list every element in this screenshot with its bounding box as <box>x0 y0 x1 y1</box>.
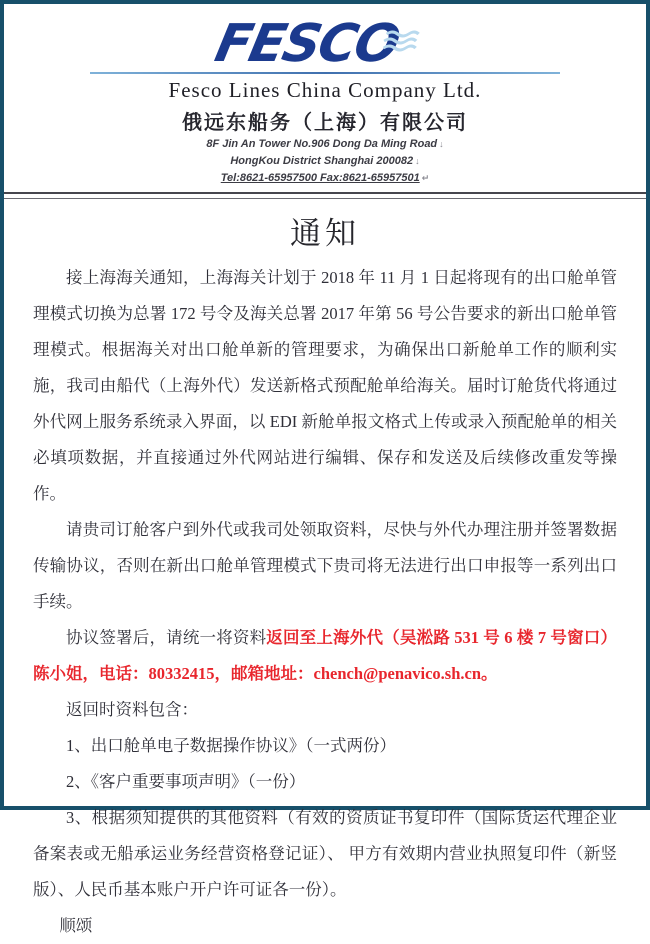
linebreak-mark: ↓ <box>415 156 420 166</box>
return-instructions-lead: 协议签署后，请统一将资料 <box>66 628 267 647</box>
notice-body <box>4 208 646 944</box>
list-item-2: 2、《客户重要事项声明》（一份） <box>66 772 306 791</box>
paragraph-return-instructions <box>33 620 617 692</box>
letterhead <box>4 4 646 186</box>
fesco-logo <box>4 13 646 74</box>
paragraph-return-docs-heading: 返回时资料包含： <box>66 700 198 719</box>
company-name-chinese: 俄远东船务（上海）有限公司 <box>182 112 468 134</box>
page-title: 通知 <box>290 216 360 251</box>
closing-text: 顺颂 <box>59 916 93 935</box>
list-item-3: 3、根据须知提供的其他资料（有效的资质证书复印件（国际货运代理企业备案表或无船承运业务经营资格登记证）、 甲方有效期内营业执照复印件（新竖版）、人民币基本账户开户许可证各一份）。 <box>33 808 617 899</box>
linebreak-mark: ↓ <box>439 139 444 149</box>
address-line-2: HongKou District Shanghai 200082 ↓ <box>230 155 420 167</box>
paragraph-customs-notice: 接上海海关通知，上海海关计划于 2018 年 11 月 1 日起将现有的出口舱单管理模式切换为总署 172 号令及海关总署 2017 年第 56 号公告要求的新出口舱单管理模式。根据海关对出口舱单新的管理要求，为确保出口新舱单工作的顺利实施，我司由船代（上海外代）发送新格式预配舱单给海关。届时订舱货代将通过外代网上服务系统录入界面，以 EDI 新舱单报文格式上传或录入预配舱单的相关必填项数据，并直接通过外代网站进行编辑、保存和发送及后续修改重发等操作。 <box>33 268 617 503</box>
telephone-fax-line: Tel:8621-65957500 Fax:8621-65957501 ↵ <box>220 172 430 184</box>
address-line-1: 8F Jin An Tower No.906 Dong Da Ming Road ↓ <box>206 138 444 150</box>
fesco-logo-graphic <box>160 13 490 74</box>
paragraph-registration-request: 请贵司订舱客户到外代或我司处领取资料，尽快与外代办理注册并签署数据传输协议，否则在新出口舱单管理模式下贵司将无法进行出口申报等一系列出口手续。 <box>33 520 617 611</box>
company-name-english: Fesco Lines China Company Ltd. <box>168 78 482 102</box>
list-item-1: 1、出口舱单电子数据操作协议》（一式两份） <box>66 736 396 755</box>
fesco-logo-text: FESCO <box>210 13 404 74</box>
return-address-contact-highlight: 返回至上海外代（吴淞路 531 号 6 楼 7 号窗口）陈小姐，电话：80332415，邮箱地址：chench@penavico.sh.cn。 <box>33 628 618 683</box>
return-mark: ↵ <box>421 173 430 183</box>
header-divider-rule <box>4 192 646 199</box>
